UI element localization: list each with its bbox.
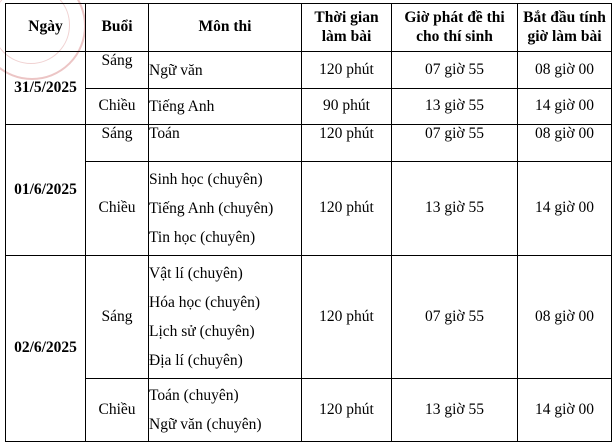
session-cell: Chiều <box>86 379 149 442</box>
header-subject: Môn thi <box>149 4 302 52</box>
start-time-cell: 08 giờ 00 <box>518 125 612 162</box>
subject-name: Tin học (chuyên) <box>149 229 256 246</box>
table-row <box>6 89 612 125</box>
distribute-time-cell: 07 giờ 55 <box>392 256 518 379</box>
distribute-time-cell: 13 giờ 55 <box>392 379 518 442</box>
subject-cell <box>149 162 302 256</box>
subject-name: Vật lí (chuyên) <box>149 265 243 282</box>
subject-name: Tiếng Anh (chuyên) <box>149 200 274 217</box>
start-time-cell: 08 giờ 00 <box>518 256 612 379</box>
start-time-cell: 14 giờ 00 <box>518 89 612 125</box>
duration-cell: 120 phút <box>302 162 392 256</box>
session-cell: Chiều <box>86 162 149 256</box>
session-cell: Sáng <box>86 52 149 89</box>
start-time-cell: 08 giờ 00 <box>518 52 612 89</box>
header-row <box>6 4 612 52</box>
start-time-cell: 14 giờ 00 <box>518 162 612 256</box>
date-cell: 31/5/2025 <box>6 52 86 125</box>
subject-name: Ngữ văn (chuyên) <box>149 416 262 433</box>
date-cell: 02/6/2025 <box>6 256 86 442</box>
header-duration: Thời gian làm bài <box>302 4 392 52</box>
duration-cell: 120 phút <box>302 379 392 442</box>
duration-cell: 120 phút <box>302 125 392 162</box>
header-session: Buổi <box>86 4 149 52</box>
table-row <box>6 379 612 442</box>
exam-schedule-table <box>5 3 612 442</box>
start-time-cell: 14 giờ 00 <box>518 379 612 442</box>
duration-cell: 120 phút <box>302 256 392 379</box>
subject-cell <box>149 52 302 89</box>
subject-name: Tiếng Anh <box>149 98 215 115</box>
subject-name: Địa lí (chuyên) <box>149 352 243 369</box>
session-cell: Chiều <box>86 89 149 125</box>
table-row <box>6 125 612 162</box>
table-row <box>6 52 612 89</box>
session-cell: Sáng <box>86 125 149 162</box>
distribute-time-cell: 13 giờ 55 <box>392 89 518 125</box>
subject-cell <box>149 125 302 162</box>
subject-name: Lịch sử (chuyên) <box>149 323 255 340</box>
subject-cell <box>149 379 302 442</box>
distribute-time-cell: 13 giờ 55 <box>392 162 518 256</box>
header-date: Ngày <box>6 4 86 52</box>
date-cell: 01/6/2025 <box>6 125 86 256</box>
subject-cell <box>149 256 302 379</box>
header-distribute-time: Giờ phát đề thi cho thí sinh <box>392 4 518 52</box>
subject-name: Toán <box>149 125 180 142</box>
subject-name: Toán (chuyên) <box>149 387 239 404</box>
session-cell: Sáng <box>86 256 149 379</box>
duration-cell: 120 phút <box>302 52 392 89</box>
header-start-time: Bắt đầu tính giờ làm bài <box>518 4 612 52</box>
subject-name: Hóa học (chuyên) <box>149 294 261 311</box>
duration-cell: 90 phút <box>302 89 392 125</box>
subject-cell <box>149 89 302 125</box>
distribute-time-cell: 07 giờ 55 <box>392 125 518 162</box>
subject-name: Ngữ văn <box>149 61 203 79</box>
subject-name: Sinh học (chuyên) <box>149 171 263 188</box>
table-row <box>6 162 612 256</box>
distribute-time-cell: 07 giờ 55 <box>392 52 518 89</box>
table-row <box>6 256 612 379</box>
